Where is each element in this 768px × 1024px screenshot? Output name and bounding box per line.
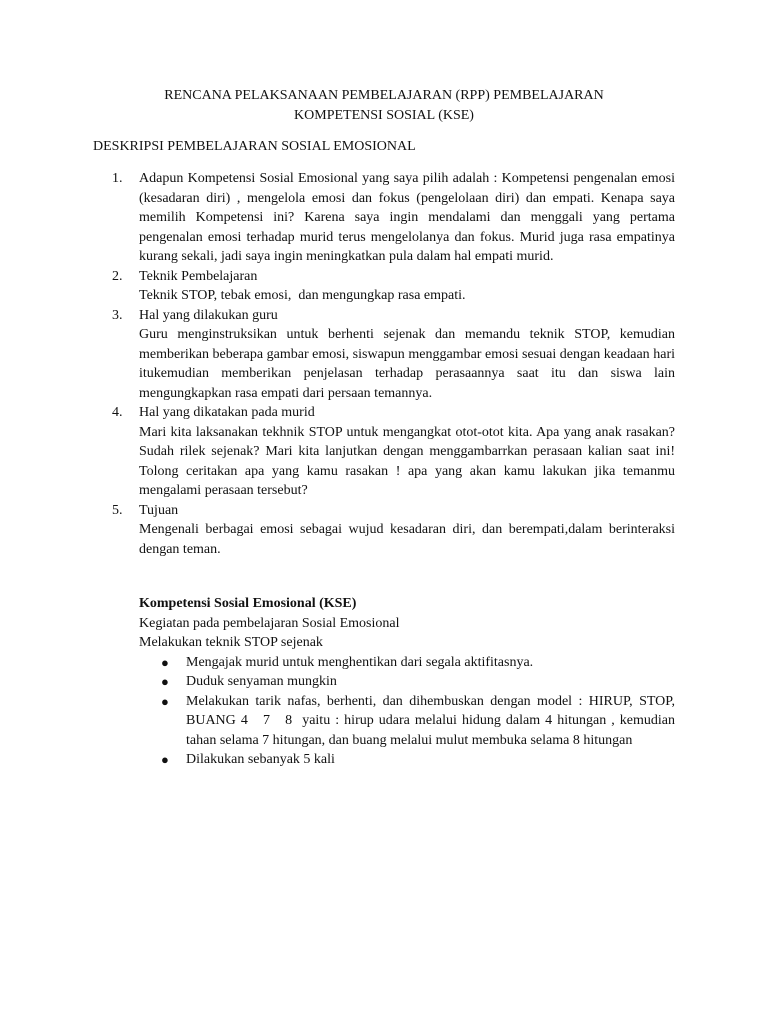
document-title [93, 86, 675, 126]
list-number: 1. [112, 171, 123, 186]
list-item-heading: Hal yang dilakukan guru [139, 307, 278, 323]
bullet-icon: ● [161, 674, 169, 689]
list-item [93, 267, 675, 306]
list-item-heading: Tujuan [139, 502, 179, 518]
list-item-heading: Teknik Pembelajaran [139, 268, 258, 284]
bullet-icon: ● [161, 654, 169, 670]
list-item [93, 403, 675, 501]
list-item-body: Guru menginstruksikan untuk berhenti sejenak dan memandu teknik STOP, kemudian memberikan beberapa gambar emosi, siswapun menggambar emosi sesuai dengan keadaan hari itukemudian memberikan penjelasan terhadap perasaannya saat itu dan siswa lain mengungkapkan rasa empati dari persaan temannya. [139, 327, 675, 401]
bullet-icon: ● [161, 752, 169, 767]
kse-heading: Kompetensi Sosial Emosional (KSE) [139, 596, 357, 611]
kse-line-1: Kegiatan pada pembelajaran Sosial Emosional [139, 615, 400, 631]
kse-line-2: Melakukan teknik STOP sejenak [139, 635, 323, 650]
list-number: 3. [112, 307, 123, 323]
list-item [93, 306, 675, 404]
list-number: 4. [112, 405, 123, 420]
list-item-body: Mari kita laksanakan tekhnik STOP untuk mengangkat otot-otot kita. Apa yang anak rasakan? Sudah rilek sejenak? Mari kita lanjutkan dengan menggambarrkan perasaan kalian saat ini! Tolong ceritakan apa yang kamu rasakan ! apa yang akan kamu lakukan jika temanmu mengalami perasaan tersebut? [139, 424, 675, 498]
list-number: 5. [112, 502, 123, 518]
list-item-text: Adapun Kompetensi Sosial Emosional yang saya pilih adalah : Kompetensi pengenalan emosi (kesadaran diri) , mengelola emosi dan fokus (pengelolaan diri) dan empati. Kenapa saya memilih Kompetensi ini? Karena saya ingin mendalami dan menggali yang pertama pengenalan emosi terhadap murid terus mengelolanya dan fokus. Murid juga rasa empatinya kurang sekali, jadi saya ingin meningkatkan pula dalam hal empati murid. [139, 171, 675, 264]
bullet-item [139, 692, 679, 751]
list-number: 2. [112, 268, 123, 284]
list-item-heading: Hal yang dikatakan pada murid [139, 405, 315, 420]
list-item-body: Mengenali berbagai emosi sebagai wujud kesadaran diri, dan berempati,dalam berinteraksi dengan teman. [139, 522, 675, 557]
bullet-icon: ● [161, 693, 169, 709]
bullet-item [139, 750, 675, 770]
title-line-1: RENCANA PELAKSANAAN PEMBELAJARAN (RPP) PEMBELAJARAN [164, 88, 604, 103]
bullet-text: Dilakukan sebanyak 5 kali [186, 752, 335, 767]
section-heading: DESKRIPSI PEMBELAJARAN SOSIAL EMOSIONAL [93, 139, 416, 154]
bullet-list [139, 653, 679, 770]
bullet-text: Duduk senyaman mungkin [186, 674, 337, 689]
bullet-text: Mengajak murid untuk menghentikan dari segala aktifitasnya. [186, 654, 534, 670]
bullet-text: Melakukan tarik nafas, berhenti, dan dihembuskan dengan model : HIRUP, STOP, BUANG 4 7 8 yaitu : hirup udara melalui hidung dalam 4 hitungan , kemudian tahan selama 7 hitungan, dan buang melalui mulut membuka selama 8 hitungan [186, 693, 679, 748]
list-item [93, 501, 675, 560]
bullet-item [139, 653, 675, 673]
list-item-body: Teknik STOP, tebak emosi, dan mengungkap rasa empati. [139, 288, 466, 303]
list-item [93, 169, 675, 267]
bullet-item [139, 672, 675, 692]
title-line-2: KOMPETENSI SOSIAL (KSE) [294, 108, 474, 123]
kse-section [139, 594, 679, 770]
numbered-list [93, 169, 675, 559]
